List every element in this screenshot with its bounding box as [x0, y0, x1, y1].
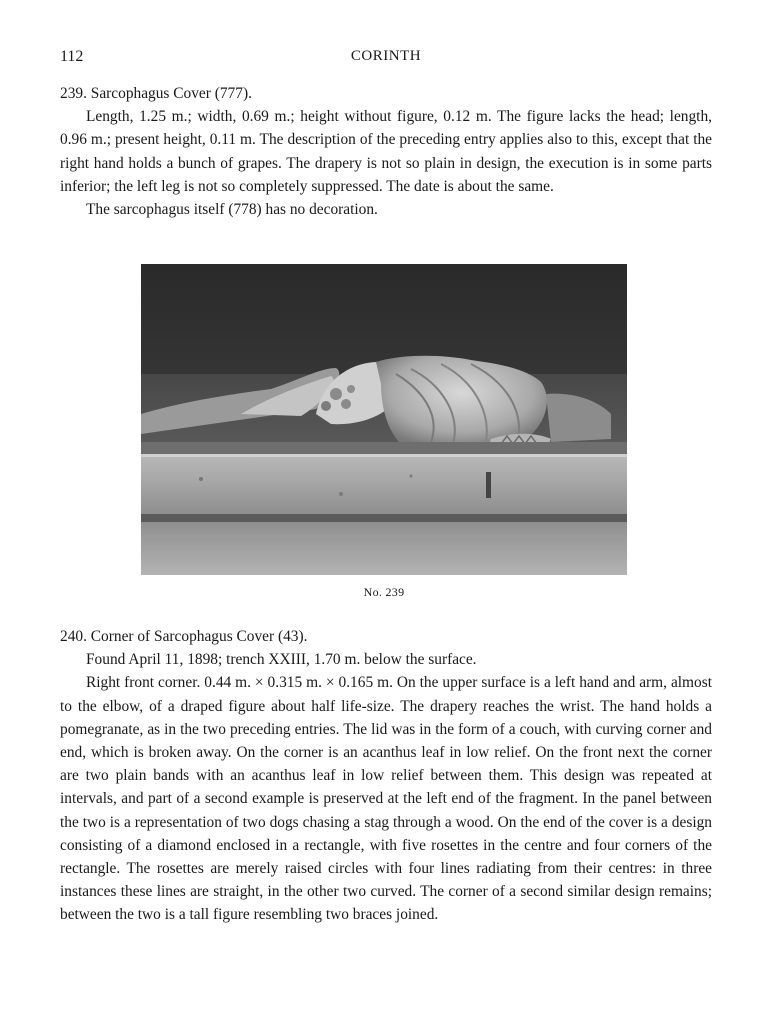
entry-240-paragraph: Found April 11, 1898; trench XXIII, 1.70 m. below the surface. [86, 651, 477, 669]
entry-239-paragraph: The sarcophagus itself (778) has no decoration. [86, 201, 378, 219]
entry-239 [60, 82, 712, 221]
running-title: CORINTH [350, 48, 422, 64]
figure-caption: No. 239 [363, 585, 405, 599]
page-number: 112 [60, 48, 84, 65]
entry-239-title: 239. Sarcophagus Cover (777). [60, 85, 252, 102]
entry-239-paragraph: Length, 1.25 m.; width, 0.69 m.; height without figure, 0.12 m. The figure lacks the head; length, 0.96 m.; present height, 0.11 m. The description of the preceding entry applies also to this, except that the right hand holds a bunch of grapes. The drapery is not so plain in design, the execution is in some parts inferior; the left leg is not so completely suppressed. The date is about the same. [60, 108, 712, 195]
page-header [60, 48, 712, 72]
entry-240 [60, 625, 712, 927]
entry-240-title: 240. Corner of Sarcophagus Cover (43). [60, 628, 308, 645]
entry-240-paragraph: Right front corner. 0.44 m. × 0.315 m. × 0.165 m. On the upper surface is a left hand and arm, almost to the elbow, of a draped figure about half life-size. The drapery reaches the wrist. The hand holds a pomegranate, as in the two preceding entries. The lid was in the form of a couch, with curving corner and end, which is broken away. On the corner is an acanthus leaf in low relief. On the front next the corner are two plain bands with an acanthus leaf in low relief between them. This design was repeated at intervals, and part of a second example is preserved at the left end of the fragment. In the panel between the two is a representation of two dogs chasing a stag through a wood. On the end of the cover is a design consisting of a diamond enclosed in a rectangle, with five rosettes in the centre and four corners of the rectangle. The rosettes are merely raised circles with four lines radiating from their centres: in three instances these lines are straight, in the other two curved. The corner of a second similar design remains; between the two is a tall figure resembling two braces joined. [60, 674, 712, 924]
sarcophagus-photo [141, 264, 627, 575]
